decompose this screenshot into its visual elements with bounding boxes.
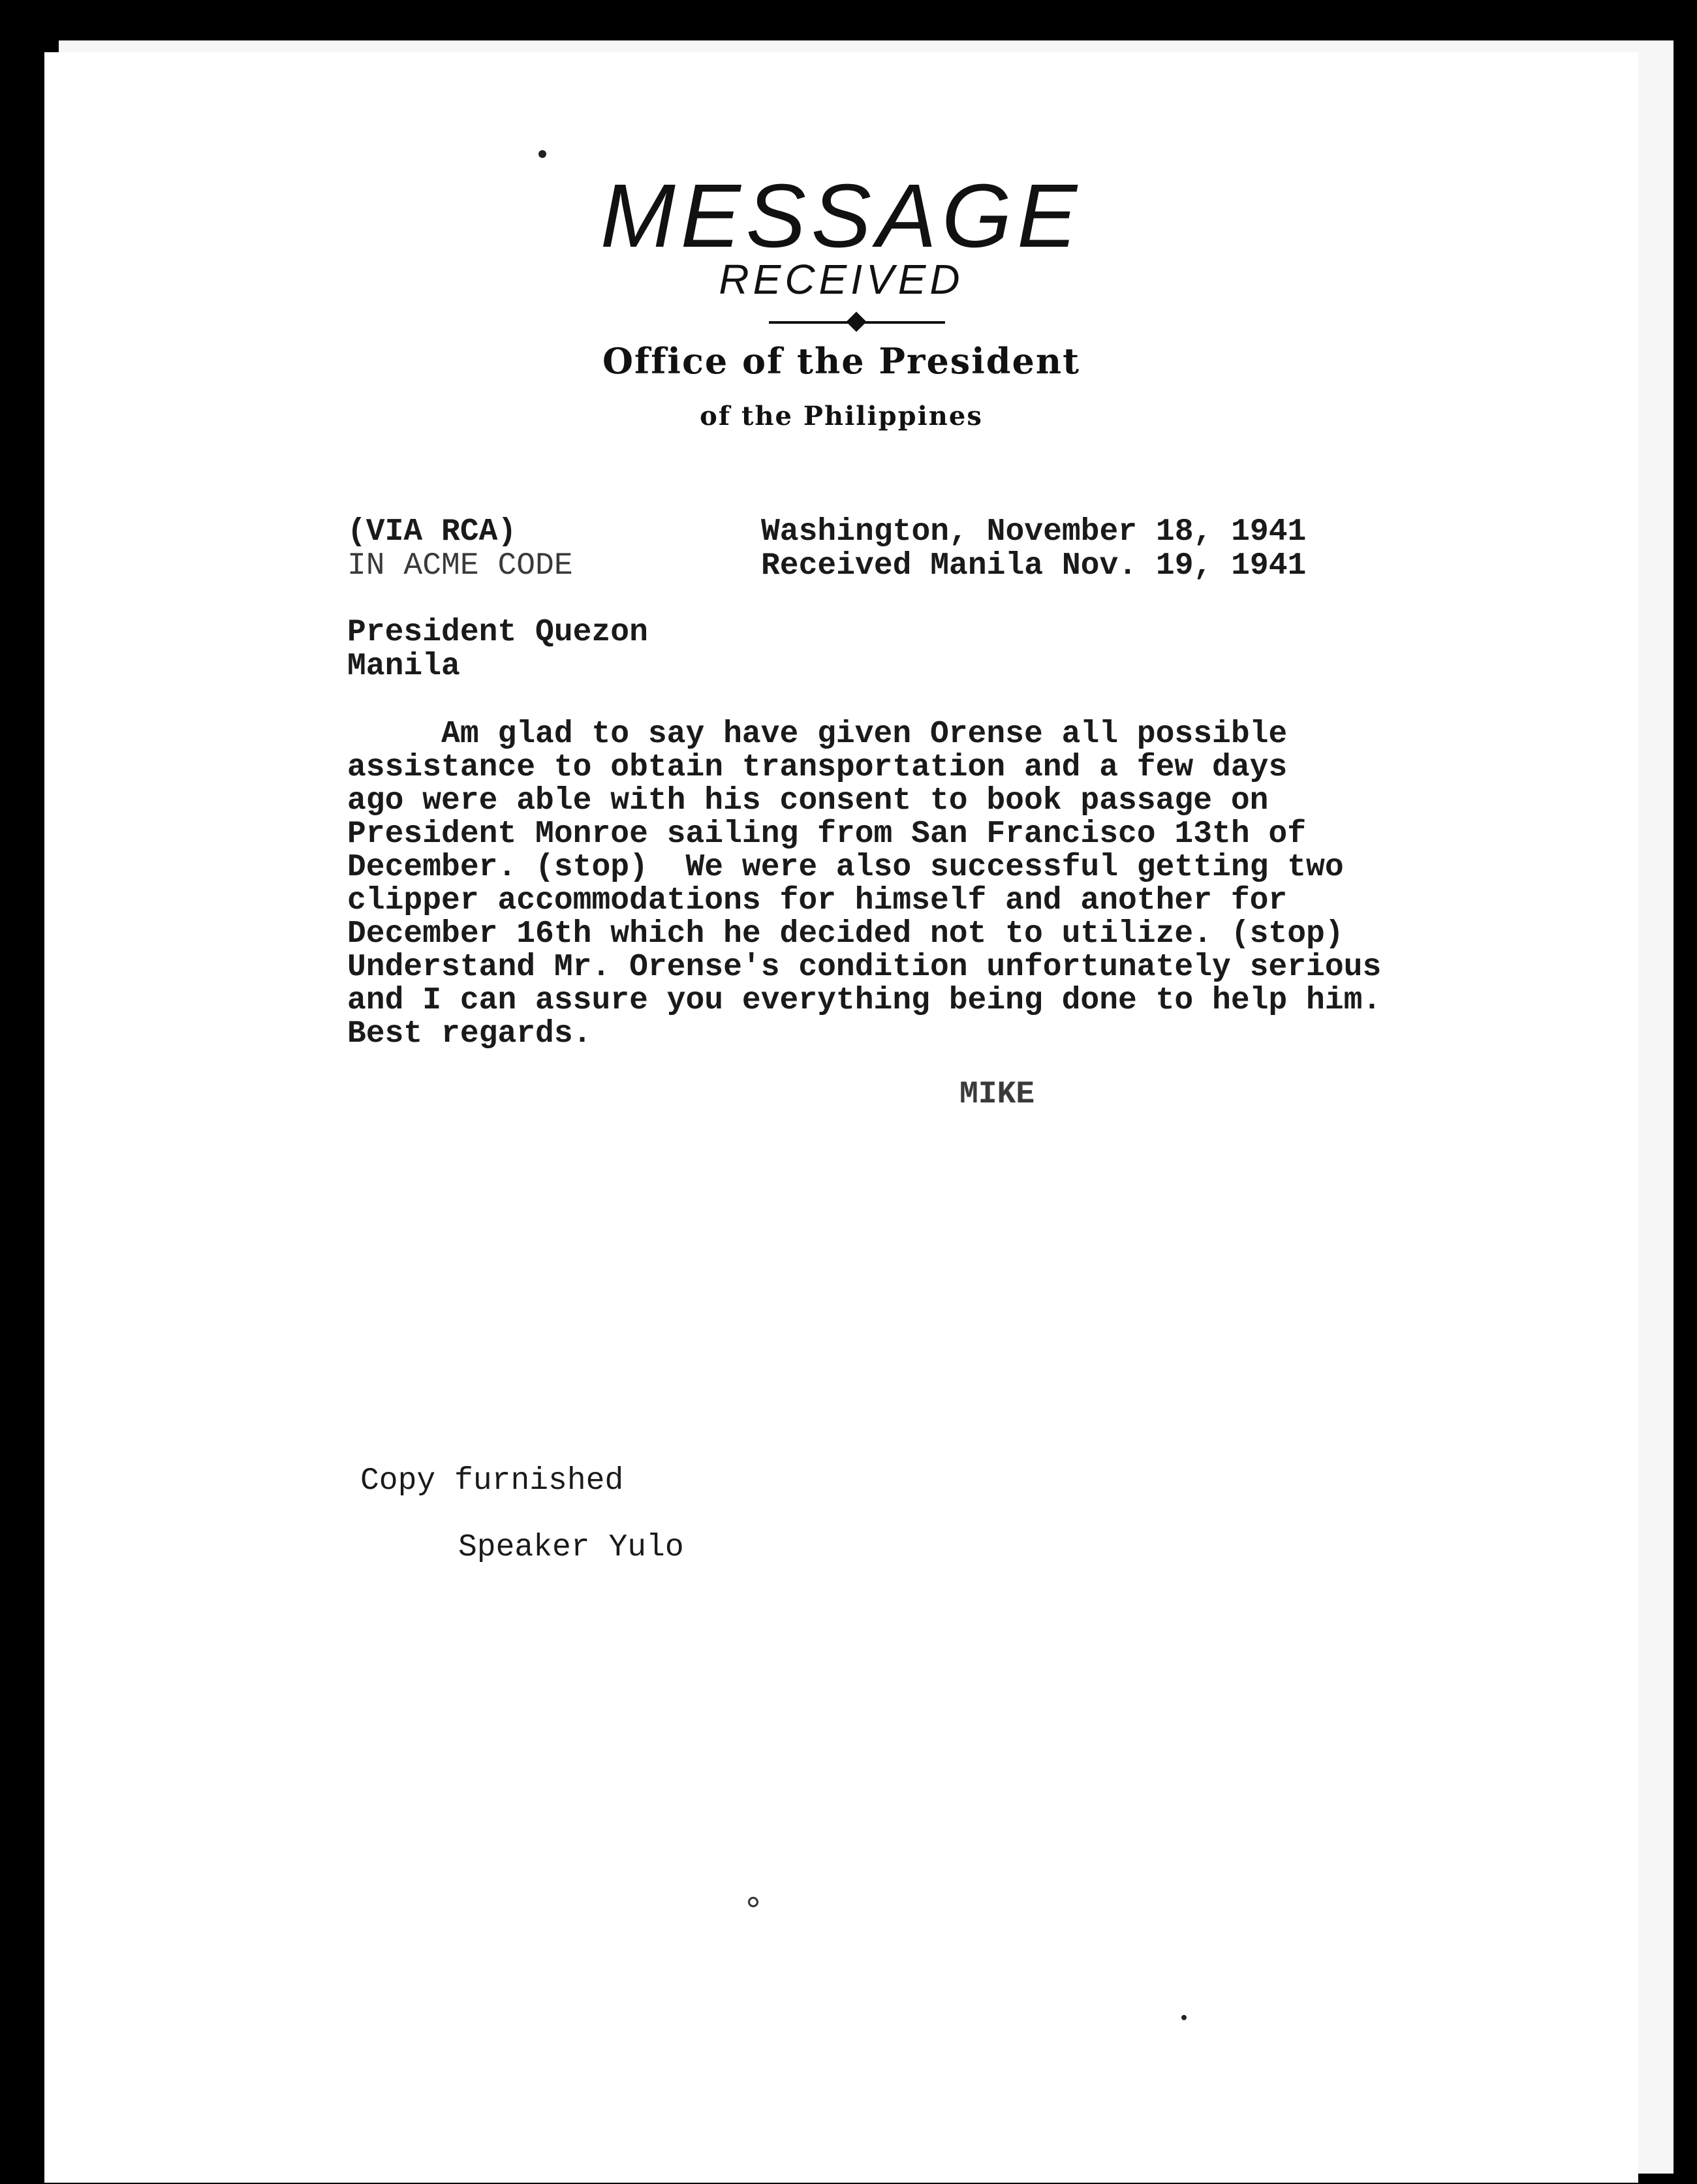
body-line: December 16th which he decided not to utilize. (stop): [347, 916, 1344, 952]
body-line: and I can assure you everything being done to help him.: [347, 983, 1382, 1018]
ink-speck: [1181, 2015, 1187, 2020]
masthead-title: MESSAGE: [600, 166, 1083, 266]
masthead-office: Office of the President: [602, 340, 1081, 382]
masthead-country: of the Philippines: [700, 401, 983, 431]
copy-recipient: Speaker Yulo: [458, 1530, 684, 1565]
routing-received: Received Manila Nov. 19, 1941: [761, 548, 1307, 584]
ink-speck: [538, 150, 546, 158]
routing-code: IN ACME CODE: [347, 548, 573, 584]
divider-diamond-icon: [846, 311, 866, 332]
routing-via: (VIA RCA): [347, 514, 517, 550]
body-line: Understand Mr. Orense's condition unfortunately serious: [347, 950, 1382, 985]
addressee-name: President Quezon: [347, 615, 648, 650]
copy-furnished-label: Copy furnished: [360, 1463, 624, 1499]
document-page: [44, 52, 1638, 2183]
masthead-subtitle: RECEIVED: [719, 256, 964, 303]
body-line: ago were able with his consent to book passage on: [347, 783, 1269, 819]
body-line: clipper accommodations for himself and another for: [347, 883, 1288, 918]
routing-sent: Washington, November 18, 1941: [761, 514, 1307, 550]
signature: MIKE: [959, 1077, 1035, 1112]
body-line: Best regards.: [347, 1016, 592, 1052]
body-line: President Monroe sailing from San Francisco 13th of: [347, 817, 1307, 852]
body-line: Am glad to say have given Orense all possible: [347, 717, 1288, 752]
ink-speck: [748, 1897, 758, 1907]
body-line: December. (stop) We were also successful getting two: [347, 850, 1344, 885]
addressee-city: Manila: [347, 649, 460, 684]
body-line: assistance to obtain transportation and a few days: [347, 750, 1288, 785]
